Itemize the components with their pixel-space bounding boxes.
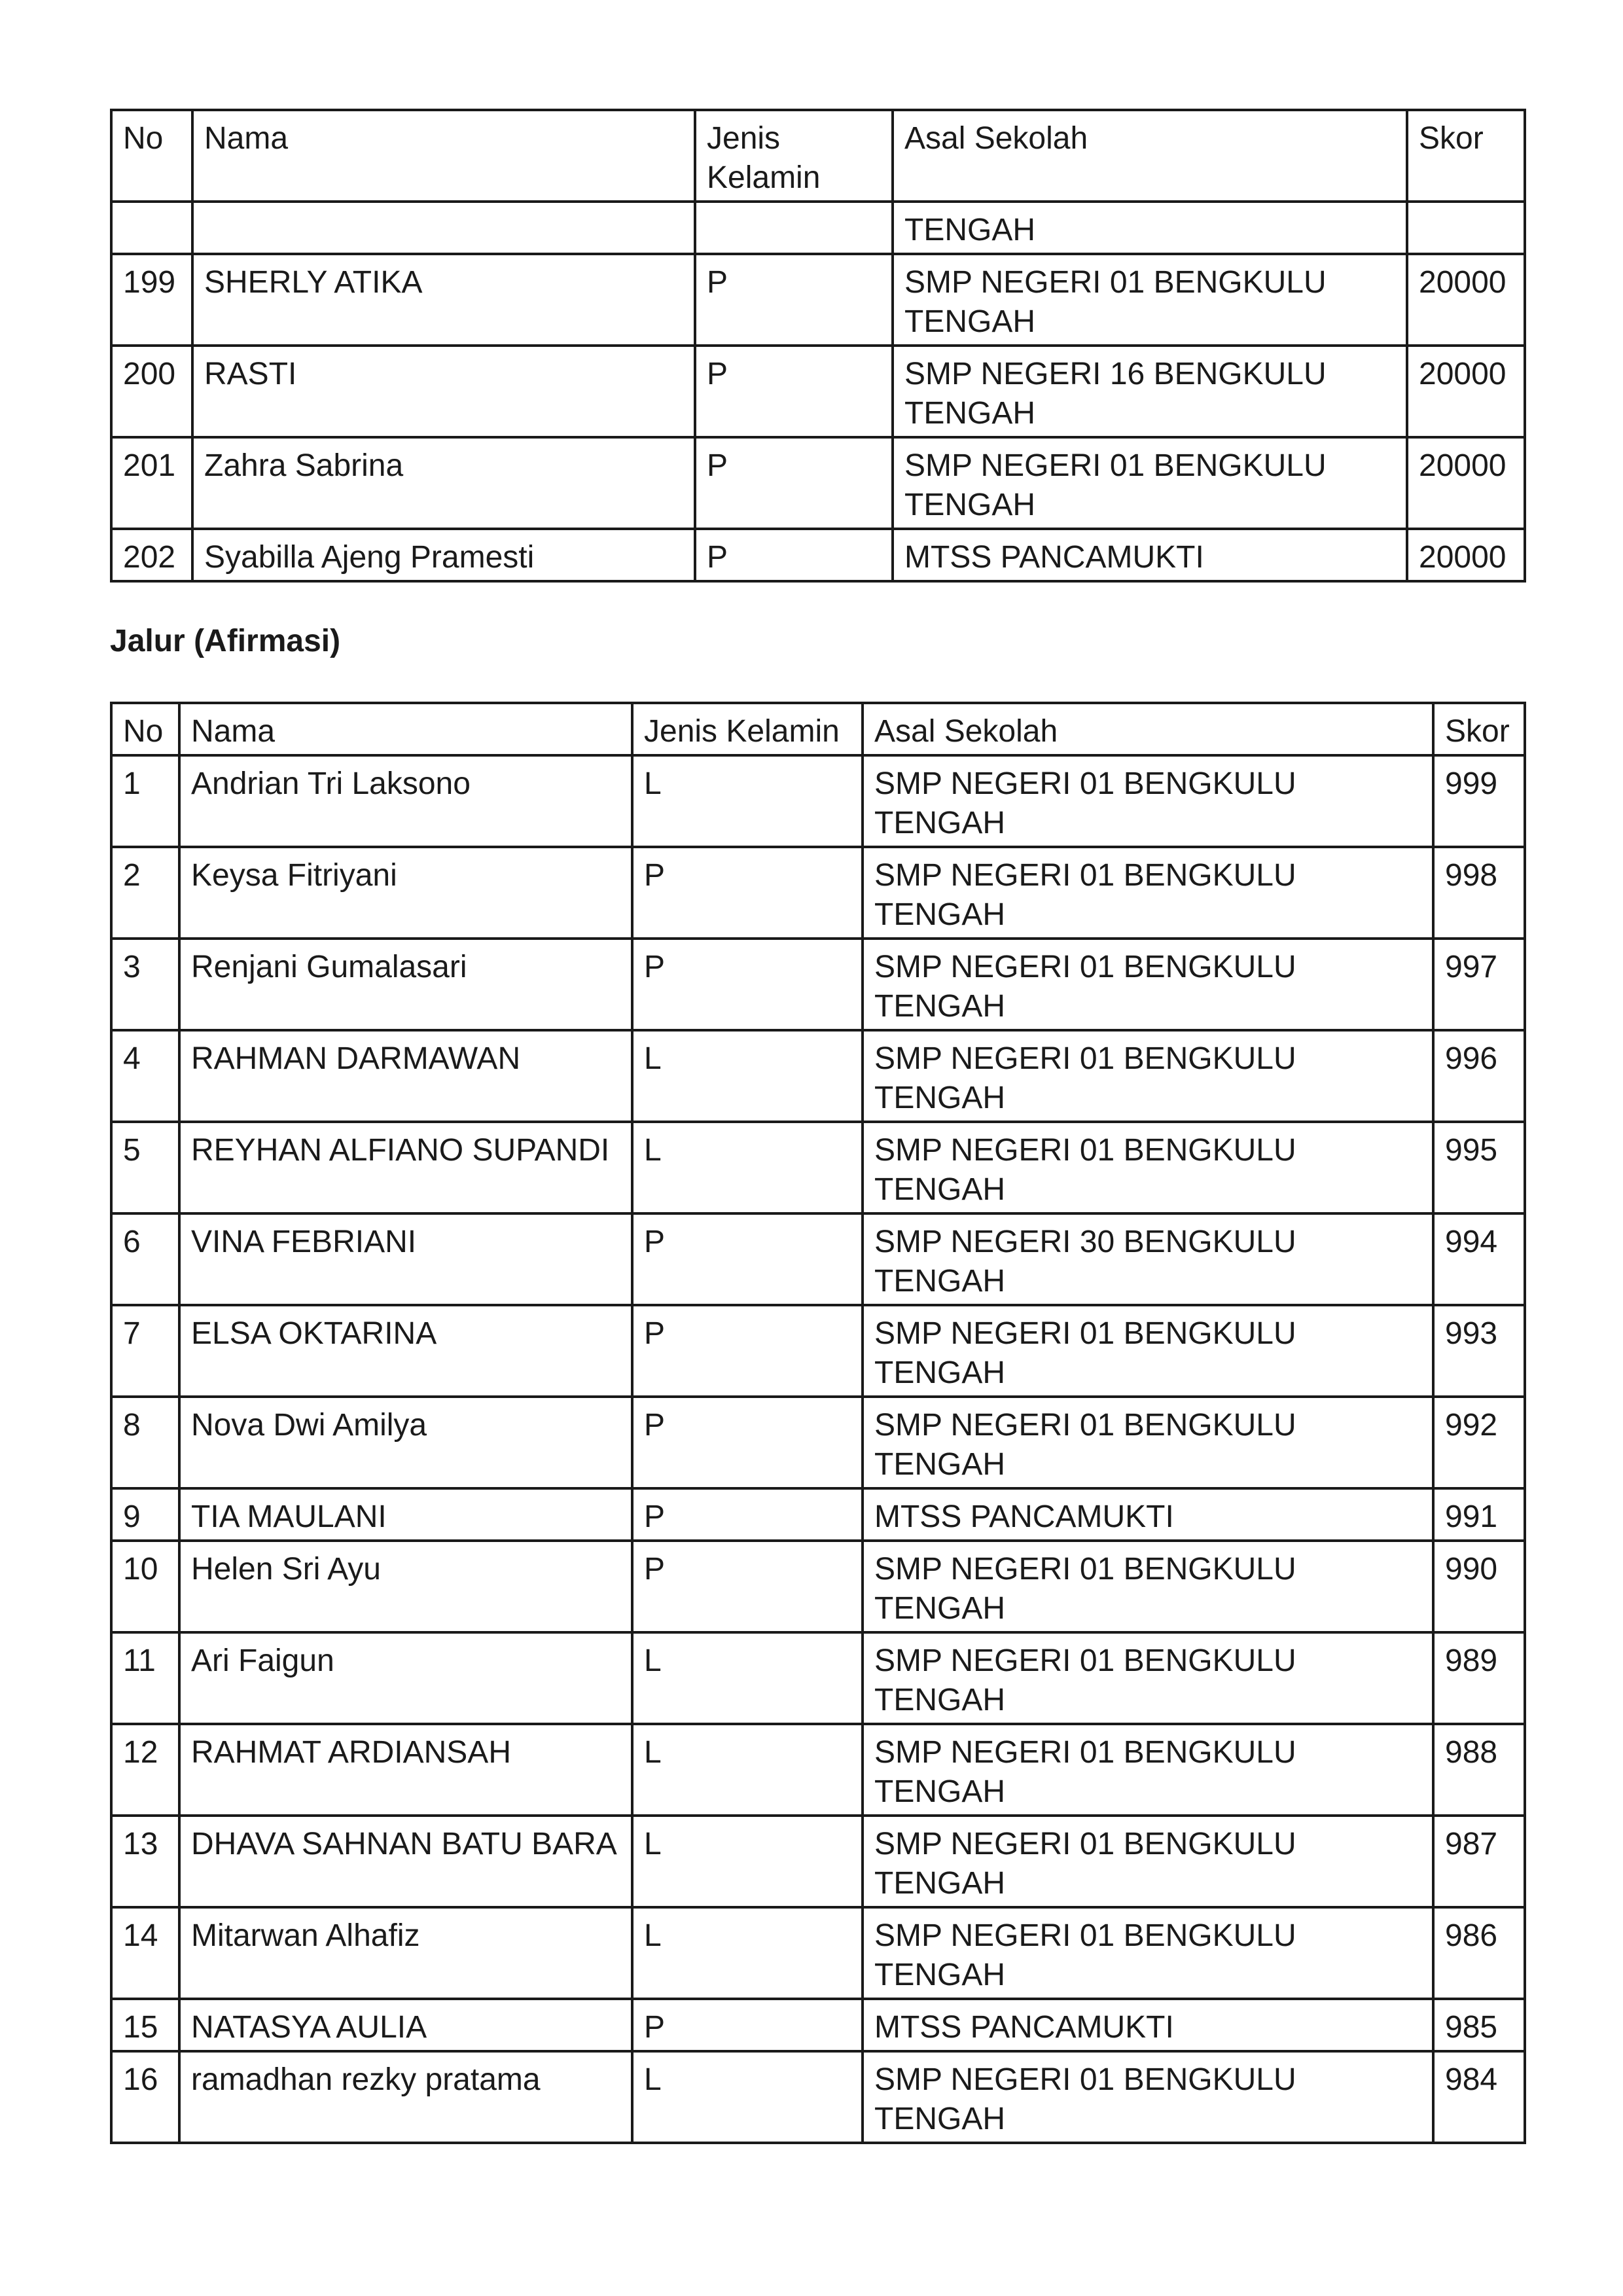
table-row: [111, 1488, 1525, 1541]
cell-jenis-kelamin: P: [632, 1999, 863, 2051]
table-row: [111, 939, 1525, 1030]
table-row: [111, 1030, 1525, 1122]
cell-skor: 985: [1433, 1999, 1525, 2051]
table-row: [111, 847, 1525, 939]
table-row: [111, 1816, 1525, 1907]
header-cell-skor: Skor: [1407, 110, 1525, 202]
header-cell-no: No: [111, 110, 192, 202]
cell-jenis-kelamin: L: [632, 1724, 863, 1816]
cell-asal-sekolah: MTSS PANCAMUKTI: [863, 1999, 1433, 2051]
cell-nama: Renjani Gumalasari: [179, 939, 632, 1030]
cell-jenis-kelamin: L: [632, 1030, 863, 1122]
header-cell-jenis-kelamin: Jenis Kelamin: [632, 703, 863, 755]
cell-jenis-kelamin: P: [695, 254, 893, 346]
cell-no: 5: [111, 1122, 179, 1213]
header-cell-nama: Nama: [192, 110, 695, 202]
cell-skor: 993: [1433, 1305, 1525, 1397]
cell-asal-sekolah: SMP NEGERI 01 BENGKULU TENGAH: [863, 755, 1433, 847]
cell-asal-sekolah: SMP NEGERI 01 BENGKULU TENGAH: [863, 2051, 1433, 2143]
cell-jenis-kelamin: L: [632, 1816, 863, 1907]
cell-asal-sekolah: MTSS PANCAMUKTI: [893, 529, 1407, 581]
cell-jenis-kelamin: P: [632, 1541, 863, 1632]
cell-no: 11: [111, 1632, 179, 1724]
cell-skor: 989: [1433, 1632, 1525, 1724]
cell-jenis-kelamin: P: [632, 1397, 863, 1488]
table-row: [111, 1122, 1525, 1213]
cell-nama: [192, 202, 695, 254]
cell-jenis-kelamin: L: [632, 1632, 863, 1724]
cell-no: 8: [111, 1397, 179, 1488]
cell-nama: REYHAN ALFIANO SUPANDI: [179, 1122, 632, 1213]
cell-nama: Zahra Sabrina: [192, 437, 695, 529]
table-row: [111, 254, 1525, 346]
cell-nama: TIA MAULANI: [179, 1488, 632, 1541]
cell-asal-sekolah: SMP NEGERI 01 BENGKULU TENGAH: [863, 1907, 1433, 1999]
cell-nama: NATASYA AULIA: [179, 1999, 632, 2051]
cell-jenis-kelamin: P: [632, 1488, 863, 1541]
cell-jenis-kelamin: P: [695, 437, 893, 529]
cell-skor: 988: [1433, 1724, 1525, 1816]
cell-no: 12: [111, 1724, 179, 1816]
table-row: [111, 1999, 1525, 2051]
table-jalur-previous: [110, 109, 1526, 583]
cell-asal-sekolah: SMP NEGERI 16 BENGKULU TENGAH: [893, 346, 1407, 437]
cell-jenis-kelamin: [695, 202, 893, 254]
cell-no: 3: [111, 939, 179, 1030]
cell-jenis-kelamin: P: [695, 529, 893, 581]
cell-nama: VINA FEBRIANI: [179, 1213, 632, 1305]
table-row: [111, 202, 1525, 254]
cell-jenis-kelamin: P: [632, 847, 863, 939]
cell-skor: 997: [1433, 939, 1525, 1030]
cell-no: 9: [111, 1488, 179, 1541]
cell-jenis-kelamin: P: [632, 939, 863, 1030]
cell-asal-sekolah: SMP NEGERI 30 BENGKULU TENGAH: [863, 1213, 1433, 1305]
section-title: Jalur (Afirmasi): [110, 624, 341, 658]
cell-no: [111, 202, 192, 254]
cell-no: 7: [111, 1305, 179, 1397]
cell-asal-sekolah: SMP NEGERI 01 BENGKULU TENGAH: [863, 1632, 1433, 1724]
cell-nama: DHAVA SAHNAN BATU BARA: [179, 1816, 632, 1907]
cell-no: 202: [111, 529, 192, 581]
table-header: [111, 110, 1525, 202]
cell-nama: RAHMAN DARMAWAN: [179, 1030, 632, 1122]
header-row: [111, 703, 1525, 755]
cell-asal-sekolah: MTSS PANCAMUKTI: [863, 1488, 1433, 1541]
cell-asal-sekolah: SMP NEGERI 01 BENGKULU TENGAH: [863, 1397, 1433, 1488]
cell-no: 14: [111, 1907, 179, 1999]
cell-skor: 986: [1433, 1907, 1525, 1999]
cell-nama: RASTI: [192, 346, 695, 437]
table-header: [111, 703, 1525, 755]
cell-jenis-kelamin: P: [632, 1213, 863, 1305]
cell-asal-sekolah: SMP NEGERI 01 BENGKULU TENGAH: [893, 437, 1407, 529]
table-row: [111, 1541, 1525, 1632]
cell-asal-sekolah: SMP NEGERI 01 BENGKULU TENGAH: [863, 1724, 1433, 1816]
cell-skor: 998: [1433, 847, 1525, 939]
cell-skor: 994: [1433, 1213, 1525, 1305]
cell-skor: 20000: [1407, 437, 1525, 529]
cell-asal-sekolah: SMP NEGERI 01 BENGKULU TENGAH: [863, 1541, 1433, 1632]
cell-nama: ramadhan rezky pratama: [179, 2051, 632, 2143]
cell-asal-sekolah: SMP NEGERI 01 BENGKULU TENGAH: [863, 1816, 1433, 1907]
cell-asal-sekolah: SMP NEGERI 01 BENGKULU TENGAH: [863, 1030, 1433, 1122]
cell-nama: RAHMAT ARDIANSAH: [179, 1724, 632, 1816]
cell-nama: Keysa Fitriyani: [179, 847, 632, 939]
cell-jenis-kelamin: P: [695, 346, 893, 437]
cell-skor: 984: [1433, 2051, 1525, 2143]
cell-nama: Ari Faigun: [179, 1632, 632, 1724]
cell-no: 10: [111, 1541, 179, 1632]
cell-skor: 990: [1433, 1541, 1525, 1632]
header-cell-nama: Nama: [179, 703, 632, 755]
cell-nama: Helen Sri Ayu: [179, 1541, 632, 1632]
header-cell-no: No: [111, 703, 179, 755]
cell-nama: Andrian Tri Laksono: [179, 755, 632, 847]
cell-no: 200: [111, 346, 192, 437]
cell-nama: SHERLY ATIKA: [192, 254, 695, 346]
cell-no: 1: [111, 755, 179, 847]
table-row: [111, 2051, 1525, 2143]
cell-no: 13: [111, 1816, 179, 1907]
header-cell-jenis-kelamin: Jenis Kelamin: [695, 110, 893, 202]
header-cell-asal-sekolah: Asal Sekolah: [863, 703, 1433, 755]
cell-skor: 996: [1433, 1030, 1525, 1122]
cell-jenis-kelamin: L: [632, 1122, 863, 1213]
cell-asal-sekolah: SMP NEGERI 01 BENGKULU TENGAH: [863, 939, 1433, 1030]
cell-skor: [1407, 202, 1525, 254]
table-row: [111, 529, 1525, 581]
cell-nama: Mitarwan Alhafiz: [179, 1907, 632, 1999]
cell-no: 6: [111, 1213, 179, 1305]
table-body: [111, 202, 1525, 581]
header-cell-skor: Skor: [1433, 703, 1525, 755]
cell-no: 15: [111, 1999, 179, 2051]
cell-asal-sekolah: SMP NEGERI 01 BENGKULU TENGAH: [863, 1305, 1433, 1397]
cell-jenis-kelamin: L: [632, 1907, 863, 1999]
cell-no: 201: [111, 437, 192, 529]
table-row: [111, 1213, 1525, 1305]
table-row: [111, 1632, 1525, 1724]
cell-no: 199: [111, 254, 192, 346]
cell-asal-sekolah: SMP NEGERI 01 BENGKULU TENGAH: [863, 847, 1433, 939]
header-row: [111, 110, 1525, 202]
table-row: [111, 1724, 1525, 1816]
cell-nama: ELSA OKTARINA: [179, 1305, 632, 1397]
table-row: [111, 1305, 1525, 1397]
cell-nama: Syabilla Ajeng Pramesti: [192, 529, 695, 581]
cell-skor: 987: [1433, 1816, 1525, 1907]
cell-asal-sekolah: SMP NEGERI 01 BENGKULU TENGAH: [893, 254, 1407, 346]
cell-asal-sekolah: TENGAH: [893, 202, 1407, 254]
table-row: [111, 437, 1525, 529]
cell-nama: Nova Dwi Amilya: [179, 1397, 632, 1488]
cell-jenis-kelamin: L: [632, 755, 863, 847]
table-body: [111, 755, 1525, 2143]
table-row: [111, 1907, 1525, 1999]
cell-jenis-kelamin: L: [632, 2051, 863, 2143]
table-row: [111, 1397, 1525, 1488]
cell-skor: 999: [1433, 755, 1525, 847]
cell-skor: 991: [1433, 1488, 1525, 1541]
cell-skor: 20000: [1407, 529, 1525, 581]
cell-skor: 20000: [1407, 254, 1525, 346]
cell-jenis-kelamin: P: [632, 1305, 863, 1397]
cell-no: 16: [111, 2051, 179, 2143]
cell-skor: 995: [1433, 1122, 1525, 1213]
cell-skor: 992: [1433, 1397, 1525, 1488]
cell-asal-sekolah: SMP NEGERI 01 BENGKULU TENGAH: [863, 1122, 1433, 1213]
table-row: [111, 755, 1525, 847]
cell-skor: 20000: [1407, 346, 1525, 437]
table-row: [111, 346, 1525, 437]
cell-no: 2: [111, 847, 179, 939]
cell-no: 4: [111, 1030, 179, 1122]
header-cell-asal-sekolah: Asal Sekolah: [893, 110, 1407, 202]
table-jalur-afirmasi: [110, 702, 1526, 2144]
